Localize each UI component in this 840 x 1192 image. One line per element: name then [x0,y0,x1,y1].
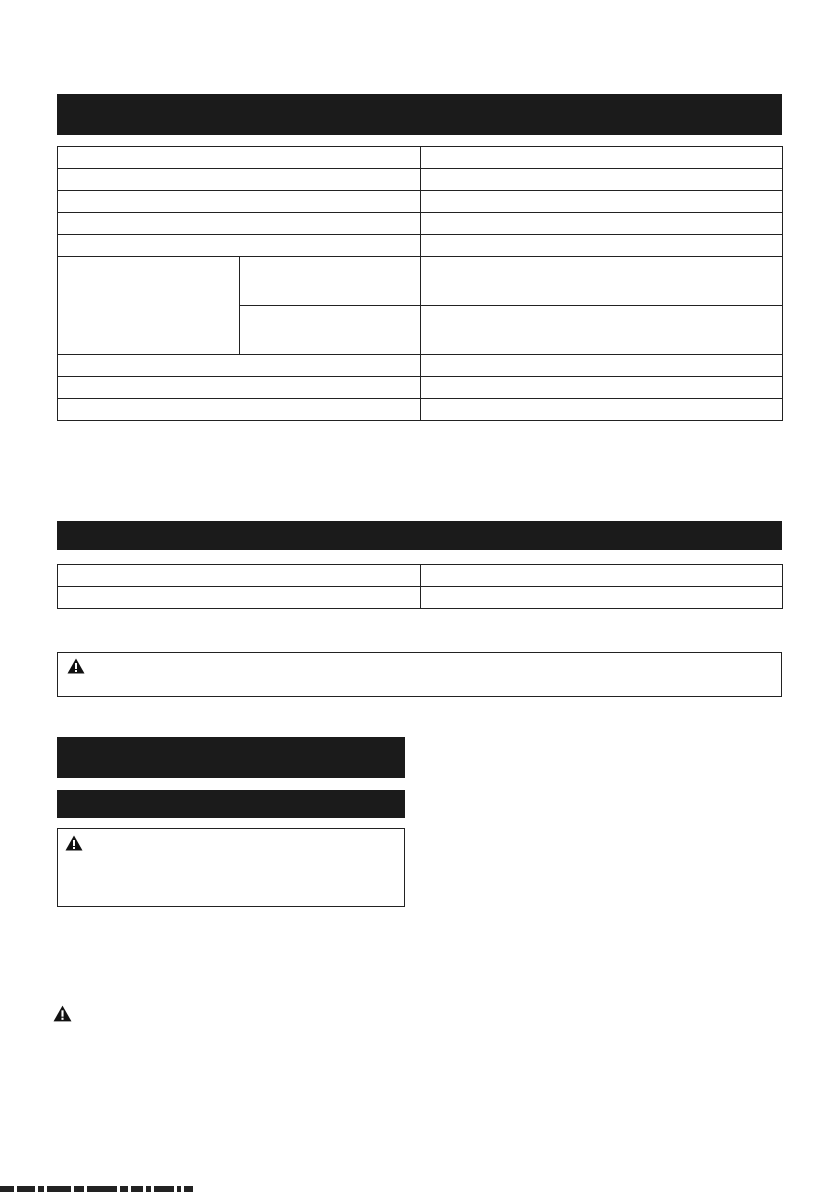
warning-box [57,652,782,697]
row-value [421,587,783,609]
row-value [421,565,783,587]
sub-value [421,306,783,355]
general-title [57,790,405,798]
row-value [421,235,783,257]
row-label [58,587,421,609]
table-row [58,257,783,306]
footer-print-mark [0,1186,270,1192]
row-label [58,213,421,235]
table-row [58,235,783,257]
sub-label [240,257,421,306]
row-label [58,147,421,169]
specifications-header [57,94,782,135]
table-row [58,377,783,399]
table-row [58,355,783,377]
table-row [58,213,783,235]
row-label [58,169,421,191]
warning-icon [53,1005,72,1022]
safety-header [57,737,405,778]
group-label [58,257,240,355]
specifications-title [57,94,782,102]
symbols-title [57,521,782,529]
row-label [58,235,421,257]
general-header [57,790,405,818]
table-row [58,147,783,169]
row-label [58,399,421,421]
row-value [421,355,783,377]
warning-icon [65,835,83,851]
row-label [58,377,421,399]
symbols-header [57,521,782,550]
table-row [58,587,783,609]
row-value [421,399,783,421]
row-label [58,355,421,377]
safety-title [57,737,405,745]
symbols-table [57,564,783,609]
specifications-table [57,146,783,421]
warning-box [57,828,405,907]
table-row [58,191,783,213]
row-value [421,213,783,235]
row-value [421,191,783,213]
row-label [58,191,421,213]
table-row [58,565,783,587]
sub-label [240,306,421,355]
row-value [421,169,783,191]
row-label [58,565,421,587]
table-row [58,169,783,191]
sub-value [421,257,783,306]
warning-icon [67,658,85,674]
row-value [421,377,783,399]
row-value [421,147,783,169]
table-row [58,399,783,421]
